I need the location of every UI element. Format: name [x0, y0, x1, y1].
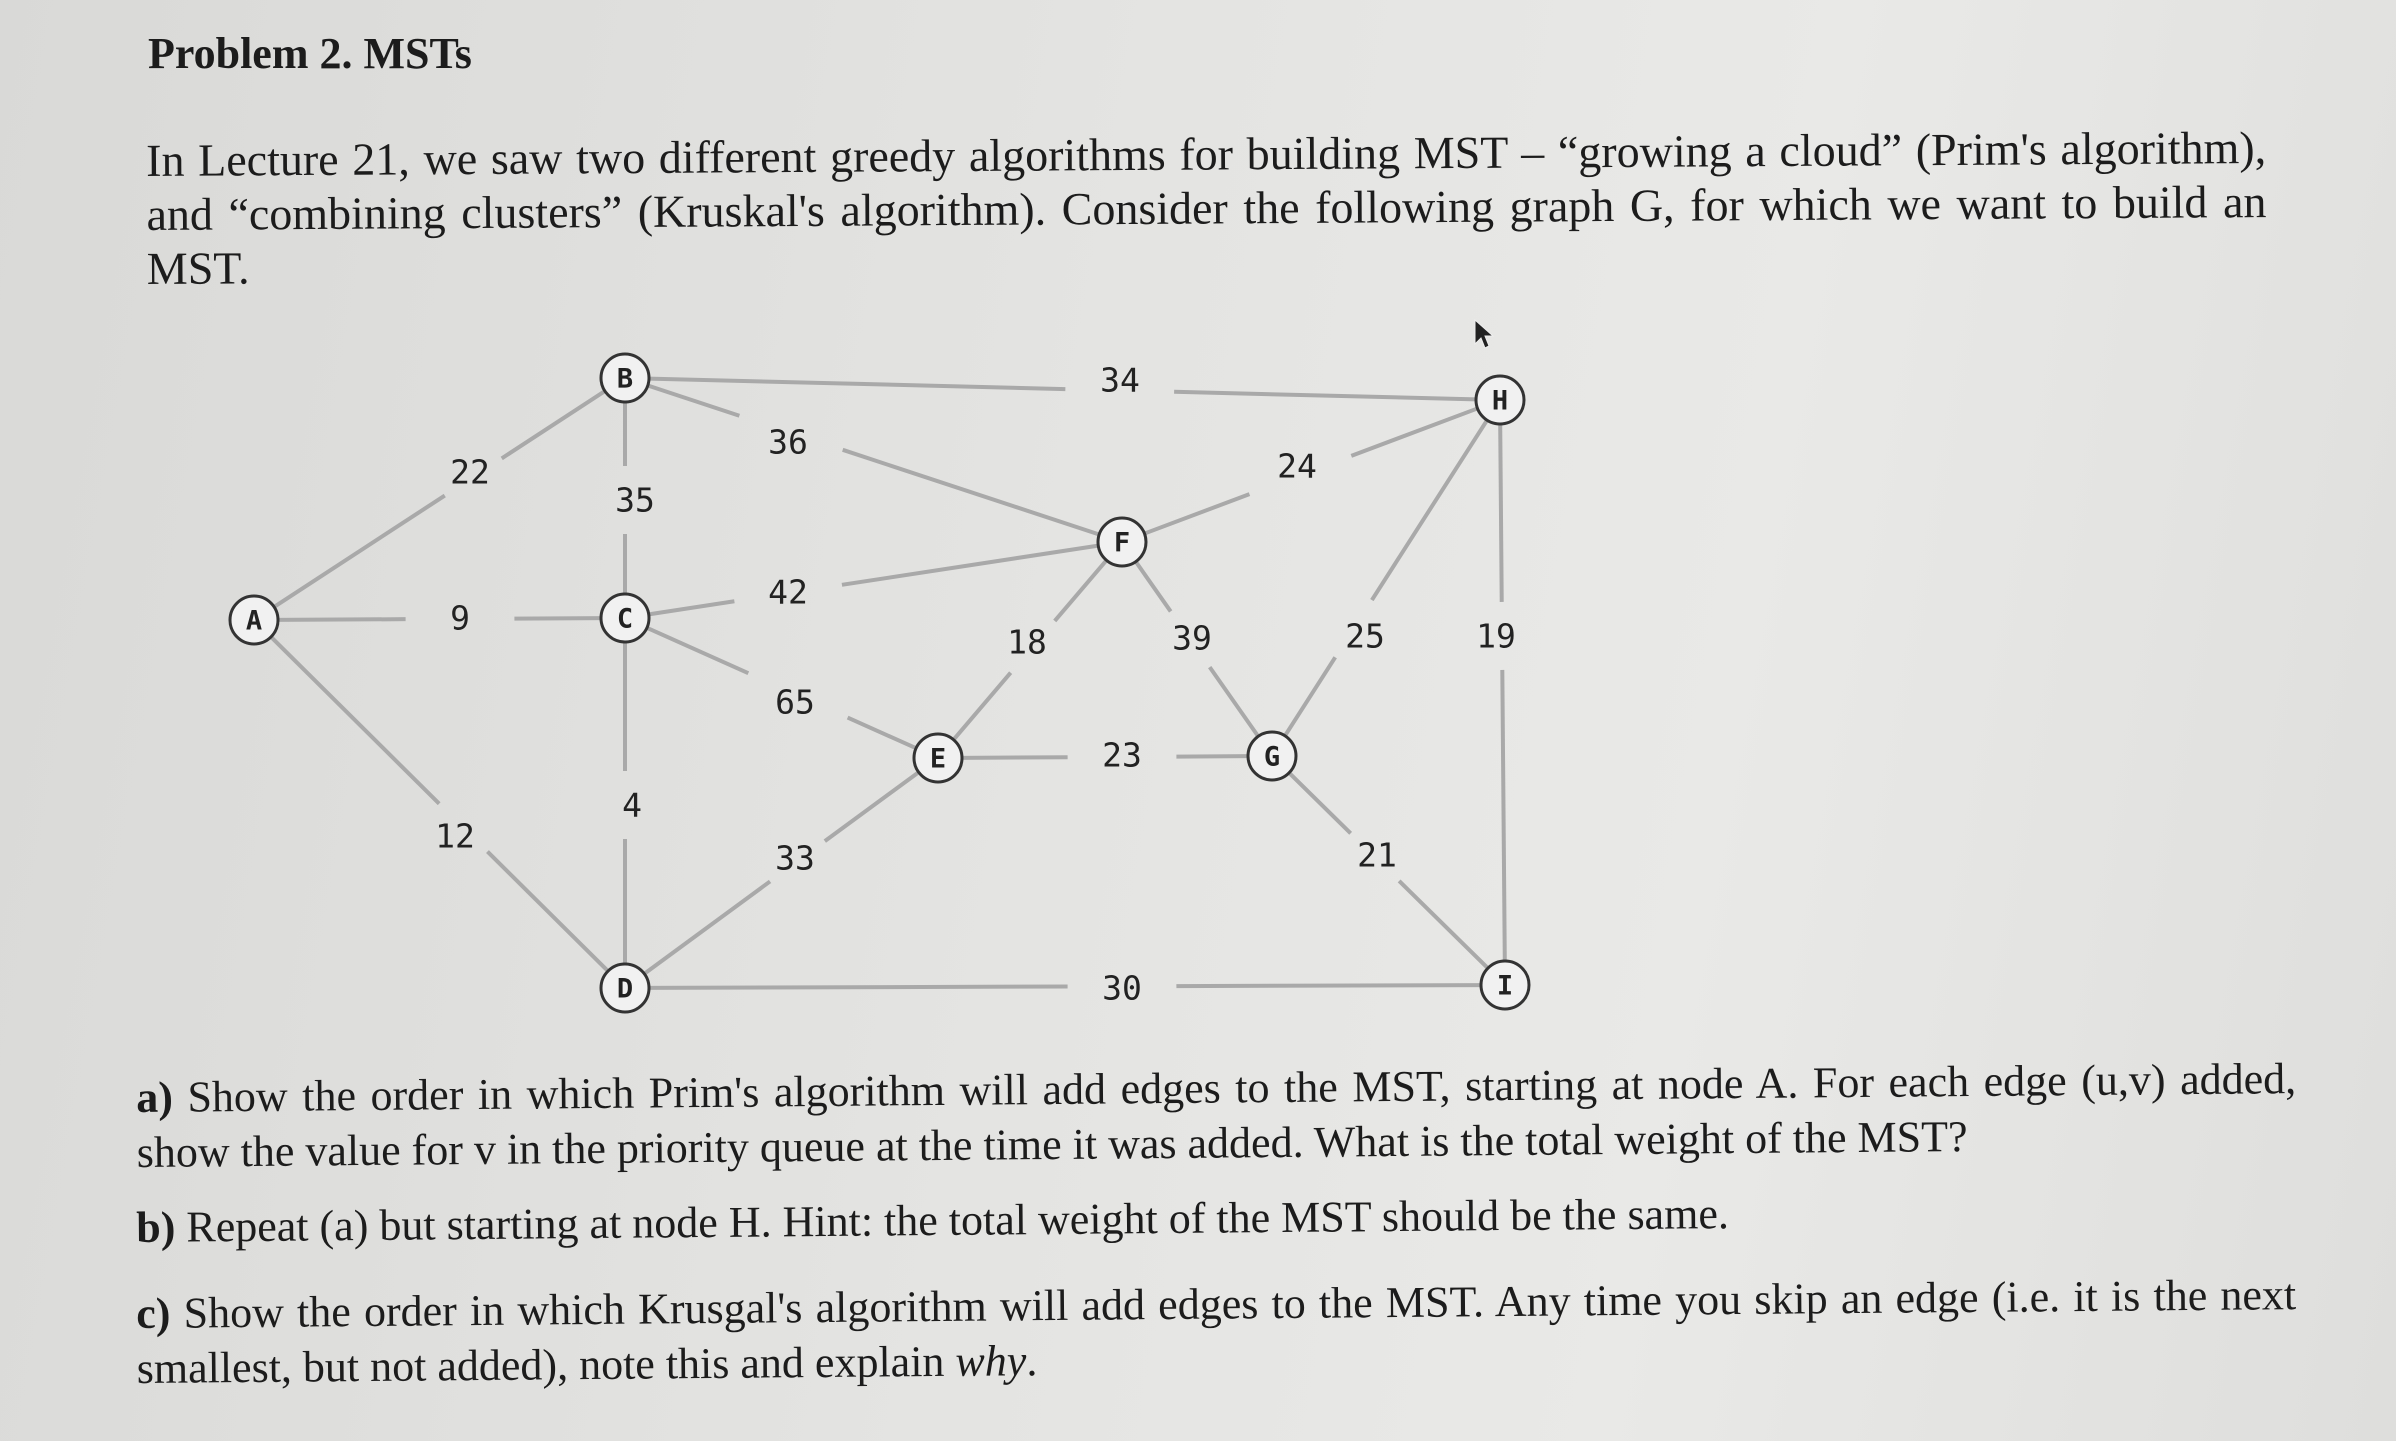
question-a-label: a) — [136, 1072, 174, 1122]
edge-c-e-seg1 — [647, 628, 748, 673]
edge-b-f-seg1 — [648, 386, 740, 416]
edge-a-c-seg1 — [278, 619, 406, 620]
node-label-g: G — [1263, 741, 1281, 773]
edge-d-e-seg2 — [825, 772, 919, 841]
edge-g-i-seg1 — [1289, 773, 1351, 833]
edge-c-f-seg2 — [842, 546, 1098, 585]
edge-g-h-seg2 — [1372, 420, 1487, 600]
edge-e-f-seg2 — [1055, 560, 1107, 621]
edge-weight-g-h: 25 — [1345, 616, 1385, 656]
edge-weight-e-f: 18 — [1007, 622, 1047, 662]
edge-d-e-seg1 — [644, 881, 770, 973]
edge-weight-f-g: 39 — [1172, 618, 1212, 658]
question-a-text: Show the order in which Prim's algorithm will add edges to the MST, starting at node A. For each edge (u,v) added, show the value for v in the priority queue at the time it was added. What is the total weight of the MST? — [136, 1054, 2297, 1177]
edge-weight-f-h: 24 — [1277, 446, 1317, 486]
question-b-text: Repeat (a) but starting at node H. Hint: the total weight of the MST should be the same. — [186, 1189, 1730, 1252]
node-label-h: H — [1491, 385, 1509, 417]
node-label-e: E — [929, 743, 947, 775]
edge-f-h-seg2 — [1351, 408, 1477, 455]
edge-e-f-seg1 — [954, 673, 1011, 740]
question-a — [136, 1051, 2297, 1180]
edge-f-g-seg1 — [1136, 562, 1171, 612]
edge-g-i-seg2 — [1399, 881, 1488, 968]
node-label-a: A — [245, 605, 263, 637]
question-c-label: c) — [136, 1288, 171, 1338]
edge-d-i-seg1 — [649, 986, 1068, 987]
edge-weight-c-e: 65 — [775, 682, 815, 722]
problem-intro: In Lecture 21, we saw two different greedy algorithms for building MST – “growing a cloud” (Prim's algorithm), and “combining clusters” (Kruskal's algorithm). Consider the following graph G, for which we want to build an MST. — [146, 122, 2267, 294]
edge-h-i-seg1 — [1500, 424, 1502, 602]
edge-a-d-seg2 — [487, 852, 608, 972]
edge-weight-d-e: 33 — [775, 838, 815, 878]
edge-weight-h-i: 19 — [1476, 616, 1516, 656]
edge-a-b-seg1 — [274, 496, 445, 607]
question-c-end: . — [1026, 1336, 1038, 1386]
edge-b-h-seg2 — [1174, 392, 1476, 400]
node-label-d: D — [616, 973, 634, 1005]
edge-b-f-seg2 — [843, 450, 1100, 535]
edge-weight-g-i: 21 — [1357, 835, 1397, 875]
node-label-c: C — [616, 603, 634, 635]
edge-weight-e-g: 23 — [1102, 735, 1142, 775]
edge-weight-a-c: 9 — [450, 598, 470, 638]
edge-h-i-seg2 — [1502, 670, 1504, 961]
edge-weight-b-h: 34 — [1100, 360, 1140, 400]
edge-weight-a-b: 22 — [450, 452, 490, 492]
edge-a-d-seg1 — [271, 637, 439, 804]
edge-c-e-seg2 — [848, 718, 916, 749]
edge-weight-d-i: 30 — [1102, 968, 1142, 1008]
question-c-text: Show the order in which Krusgal's algorithm will add edges to the MST. Any time you skip an edge (i.e. it is the next smallest, but not added), note this and explain — [136, 1270, 2297, 1393]
node-label-f: F — [1113, 527, 1131, 559]
question-b-label: b) — [136, 1202, 176, 1252]
problem-title: Problem 2. MSTs — [148, 29, 472, 78]
edge-weight-c-f: 42 — [768, 572, 808, 612]
edge-e-g-seg1 — [962, 757, 1068, 758]
edge-d-i-seg2 — [1176, 985, 1481, 986]
edge-b-h-seg1 — [649, 379, 1065, 389]
edge-f-g-seg2 — [1210, 667, 1259, 736]
edge-weight-b-c: 35 — [615, 480, 655, 520]
question-c-emphasis: why — [955, 1336, 1027, 1386]
edge-c-f-seg1 — [649, 601, 735, 614]
node-label-b: B — [616, 363, 634, 395]
edge-weight-b-f: 36 — [768, 422, 808, 462]
mouse-cursor-icon — [1473, 318, 1495, 352]
edge-a-b-seg2 — [502, 391, 605, 458]
edge-f-h-seg1 — [1144, 494, 1249, 533]
edge-weight-a-d: 12 — [435, 816, 475, 856]
question-c — [136, 1267, 2297, 1396]
node-label-i: I — [1496, 970, 1514, 1002]
edge-g-h-seg1 — [1285, 657, 1335, 735]
edge-weight-c-d: 4 — [622, 785, 642, 825]
